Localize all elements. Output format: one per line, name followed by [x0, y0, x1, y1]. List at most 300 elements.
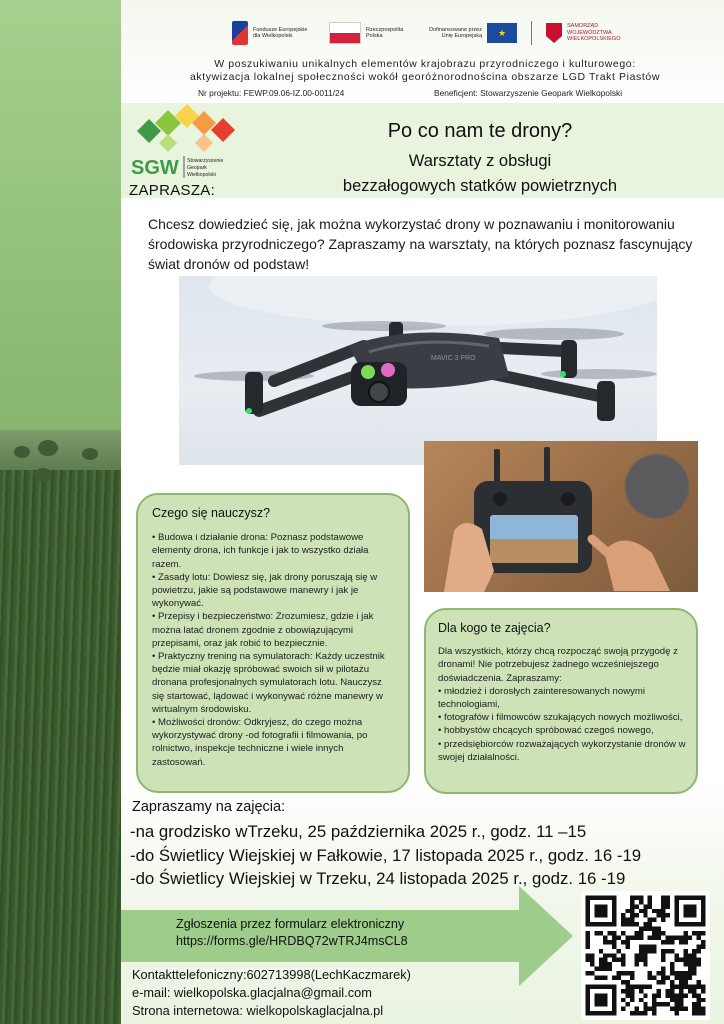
qr-module	[701, 940, 705, 944]
qr-module	[648, 984, 652, 988]
motor	[597, 381, 615, 421]
qr-module	[585, 944, 589, 948]
qr-module	[621, 958, 625, 962]
eu-funds-icon	[232, 21, 248, 45]
project-number: Nr projektu: FEWP.09.06-IZ.00-0011/24	[198, 88, 345, 98]
qr-module	[648, 904, 652, 908]
qr-module	[666, 935, 670, 939]
joystick	[561, 492, 575, 506]
qr-module	[643, 1002, 647, 1006]
qr-module	[639, 895, 643, 899]
qr-module	[608, 940, 612, 944]
qr-module	[697, 944, 701, 948]
schedule-item: -do Świetlicy Wiejskiej w Fałkowie, 17 listopada 2025 r., godz. 16 -19	[130, 845, 642, 865]
qr-module	[679, 940, 683, 944]
qr-module	[590, 958, 594, 962]
contact-phone: Kontakttelefoniczny:602713998(LechKaczmarek)	[132, 967, 411, 982]
qr-module	[666, 993, 670, 997]
qr-module	[648, 1007, 652, 1011]
qr-module	[657, 980, 661, 984]
landscape-sidebar	[0, 0, 121, 1024]
qr-module	[643, 1007, 647, 1011]
qr-module	[585, 931, 589, 935]
learn-item: • Praktyczny trening na symulatorach: Każdy uczestnik będzie miał okazję spróbować swoich sił w pilotażu dronana profesjonalnych symulatorach lotu. Nauczysz się startować, lądować i wykonywać różne manewry w wirtualnym środowisku.	[152, 650, 396, 716]
qr-module	[639, 927, 643, 931]
region-crest-icon	[546, 23, 562, 43]
qr-module	[634, 931, 638, 935]
controller-illustration	[424, 441, 698, 592]
tree-silhouette	[38, 440, 58, 456]
qr-module	[692, 971, 696, 975]
schedule-heading: Zapraszamy na zajęcia:	[132, 799, 286, 815]
audience-intro: Dla wszystkich, którzy chcą rozpocząć swoją przygodę z dronami! Nie potrzebujesz żadnego wcześniejszego doświadczenia. Zapraszamy:	[438, 646, 678, 684]
qr-module	[683, 958, 687, 962]
qr-module	[652, 1007, 656, 1011]
audience-list	[438, 685, 686, 764]
tree-silhouette	[14, 446, 30, 458]
qr-module	[697, 984, 701, 988]
qr-module	[688, 935, 692, 939]
qr-module	[599, 962, 603, 966]
qr-module	[630, 976, 634, 980]
qr-module	[612, 935, 616, 939]
audience-item: • przedsiębiorców rozważających wykorzystanie dronów w swojej działalności.	[438, 738, 686, 764]
qr-module	[585, 971, 589, 975]
qr-module	[630, 909, 634, 913]
qr-module	[701, 1007, 705, 1011]
qr-module	[679, 935, 683, 939]
qr-module	[639, 900, 643, 904]
qr-module	[670, 984, 674, 988]
qr-module	[643, 922, 647, 926]
qr-module	[679, 998, 683, 1002]
qr-module	[630, 918, 634, 922]
joystick	[493, 492, 507, 506]
qr-module	[630, 904, 634, 908]
qr-code[interactable]	[581, 891, 710, 1020]
status-light	[246, 408, 252, 414]
qr-module	[697, 931, 701, 935]
qr-module	[683, 953, 687, 957]
qr-module	[661, 971, 665, 975]
qr-module	[643, 904, 647, 908]
qr-module	[674, 958, 678, 962]
qr-module	[621, 931, 625, 935]
qr-module	[688, 967, 692, 971]
qr-module	[652, 1011, 656, 1015]
qr-module	[643, 1011, 647, 1015]
qr-module	[594, 967, 598, 971]
contact-website[interactable]: Strona internetowa: wielkopolskaglacjalna.pl	[132, 1003, 384, 1018]
qr-module	[679, 1007, 683, 1011]
qr-module	[657, 927, 661, 931]
qr-module	[648, 900, 652, 904]
logo-abbr: SGW	[131, 157, 179, 179]
registration-link[interactable]: https://forms.gle/HRDBQ72wTRJ4msCL8	[176, 934, 408, 948]
qr-module	[692, 958, 696, 962]
qr-module	[657, 989, 661, 993]
qr-module	[657, 935, 661, 939]
sidebar-sky	[0, 0, 121, 430]
qr-module	[621, 922, 625, 926]
qr-module	[621, 913, 625, 917]
qr-module	[692, 931, 696, 935]
schedule-item: -do Świetlicy Wiejskiej w Trzeku, 24 listopada 2025 r., godz. 16 -19	[130, 869, 626, 888]
qr-module	[688, 989, 692, 993]
sgw-logo	[131, 104, 239, 184]
qr-module	[661, 949, 665, 953]
qr-module	[661, 895, 665, 899]
qr-module	[652, 909, 656, 913]
qr-module	[625, 922, 629, 926]
qr-module	[617, 971, 621, 975]
qr-module	[621, 980, 625, 984]
qr-module	[657, 993, 661, 997]
logo-eu-cofunded-label: Dofinansowane przez Unię Europejską	[429, 26, 482, 39]
learn-list	[152, 531, 396, 769]
qr-module	[603, 976, 607, 980]
qr-module	[603, 967, 607, 971]
qr-module	[608, 967, 612, 971]
qr-module	[688, 976, 692, 980]
qr-module	[634, 1007, 638, 1011]
qr-module	[657, 909, 661, 913]
qr-module	[697, 993, 701, 997]
qr-module	[683, 976, 687, 980]
qr-module	[639, 998, 643, 1002]
qr-module	[625, 909, 629, 913]
qr-module	[679, 980, 683, 984]
qr-module	[674, 1007, 678, 1011]
qr-module	[617, 958, 621, 962]
qr-module	[643, 927, 647, 931]
qr-module	[648, 976, 652, 980]
logo-eu-funds-label: Fundusze Europejskie dla Wielkopolski	[253, 26, 308, 39]
qr-module	[683, 949, 687, 953]
logo-name-1: Stowarzyszenie	[187, 158, 224, 164]
qr-module	[674, 1011, 678, 1015]
learn-item: • Przepisy i bezpieczeństwo: Zrozumiesz, gdzie i jak można latać dronem zgodnie z obowiązującymi przepisami, oraz jak robić to bezpiecznie.	[152, 610, 396, 650]
qr-module	[697, 958, 701, 962]
qr-module	[692, 1011, 696, 1015]
qr-module	[674, 935, 678, 939]
qr-module	[692, 1002, 696, 1006]
page-title: Po co nam te drony?	[387, 120, 573, 142]
logo-divider	[531, 21, 532, 45]
drone-photo	[179, 276, 657, 465]
logo-diamond-peach	[195, 134, 213, 152]
qr-module	[679, 971, 683, 975]
logo-diamond-light	[159, 134, 177, 152]
qr-module	[683, 935, 687, 939]
audience-item: • fotografów i filmowców szukających nowych możliwości,	[438, 711, 686, 724]
contact-email[interactable]: e-mail: wielkopolska.glacjalna@gmail.com	[132, 985, 372, 1000]
qr-module	[625, 944, 629, 948]
qr-module	[585, 935, 589, 939]
project-header	[140, 58, 710, 84]
subtitle-line-1: Warsztaty z obsługi	[408, 152, 552, 170]
qr-module	[617, 976, 621, 980]
qr-module	[657, 971, 661, 975]
qr-module	[625, 940, 629, 944]
qr-module	[634, 984, 638, 988]
qr-module	[630, 895, 634, 899]
qr-module	[634, 1011, 638, 1015]
qr-module	[630, 900, 634, 904]
logo-eu-funds	[232, 21, 315, 45]
propeller	[541, 369, 657, 379]
qr-module	[630, 1011, 634, 1015]
qr-module	[630, 993, 634, 997]
audience-item: • hobbystów chcących spróbować czegoś nowego,	[438, 724, 686, 737]
qr-module	[612, 976, 616, 980]
qr-module	[701, 1011, 705, 1015]
qr-module	[666, 913, 670, 917]
qr-module	[679, 984, 683, 988]
hand-right	[604, 540, 670, 591]
qr-module	[634, 913, 638, 917]
qr-module	[621, 998, 625, 1002]
qr-module	[701, 931, 705, 935]
motor	[245, 372, 263, 414]
qr-module	[661, 953, 665, 957]
qr-module	[661, 909, 665, 913]
qr-module	[666, 895, 670, 899]
qr-module	[585, 940, 589, 944]
qr-module	[692, 984, 696, 988]
qr-module	[697, 962, 701, 966]
qr-module	[674, 984, 678, 988]
qr-module	[630, 913, 634, 917]
audience-item: • młodzież i dorosłych zainteresowanych nowymi technologiami,	[438, 685, 686, 711]
qr-module	[621, 962, 625, 966]
qr-module	[594, 976, 598, 980]
qr-module	[701, 998, 705, 1002]
qr-module	[639, 909, 643, 913]
qr-module	[625, 971, 629, 975]
qr-module	[625, 993, 629, 997]
qr-module	[661, 940, 665, 944]
qr-module	[590, 962, 594, 966]
beneficiary: Beneficjent: Stowarzyszenie Geopark Wielkopolski	[434, 88, 623, 98]
registration-label: Zgłoszenia przez formularz elektroniczny	[176, 917, 405, 931]
qr-module	[657, 913, 661, 917]
qr-module	[599, 958, 603, 962]
qr-module	[679, 1002, 683, 1006]
qr-module	[697, 1007, 701, 1011]
qr-module	[608, 953, 612, 957]
qr-module	[666, 904, 670, 908]
qr-module	[661, 1002, 665, 1006]
qr-module	[634, 935, 638, 939]
qr-module	[670, 993, 674, 997]
qr-module	[652, 976, 656, 980]
qr-module	[661, 913, 665, 917]
qr-module	[639, 989, 643, 993]
qr-module	[603, 962, 607, 966]
qr-module	[674, 1002, 678, 1006]
qr-module	[643, 984, 647, 988]
qr-module	[661, 900, 665, 904]
qr-module	[701, 984, 705, 988]
qr-module	[697, 949, 701, 953]
qr-module	[652, 918, 656, 922]
qr-module	[679, 993, 683, 997]
qr-module	[652, 935, 656, 939]
qr-module	[666, 989, 670, 993]
qr-module	[621, 953, 625, 957]
qr-module	[697, 980, 701, 984]
qr-module	[648, 918, 652, 922]
qr-module	[652, 931, 656, 935]
logo-poland	[329, 22, 410, 44]
qr-module	[599, 949, 603, 953]
qr-module	[661, 976, 665, 980]
qr-module	[617, 949, 621, 953]
qr-module	[670, 967, 674, 971]
qr-module	[661, 980, 665, 984]
qr-module	[674, 953, 678, 957]
logo-diamond-red	[211, 118, 235, 142]
qr-module	[639, 1011, 643, 1015]
qr-module	[666, 949, 670, 953]
subtitle-line-2: bezzałogowych statków powietrznych	[342, 177, 618, 195]
qr-module	[639, 935, 643, 939]
qr-module	[679, 989, 683, 993]
qr-module	[697, 1011, 701, 1015]
qr-module	[648, 927, 652, 931]
controller-photo	[424, 441, 698, 592]
qr-module	[590, 971, 594, 975]
qr-module	[625, 989, 629, 993]
camera-lens-green	[361, 365, 375, 379]
qr-module	[661, 918, 665, 922]
qr-module	[625, 980, 629, 984]
registration-text	[176, 916, 408, 950]
qr-module	[692, 949, 696, 953]
propeller	[322, 321, 446, 331]
propeller	[484, 328, 624, 340]
qr-module	[670, 980, 674, 984]
qr-module	[692, 962, 696, 966]
qr-module	[674, 976, 678, 980]
qr-module	[674, 993, 678, 997]
qr-module	[625, 918, 629, 922]
qr-module	[661, 931, 665, 935]
qr-module	[639, 984, 643, 988]
invites-label: ZAPRASZA:	[129, 182, 216, 199]
qr-module	[661, 967, 665, 971]
qr-module	[661, 958, 665, 962]
qr-module	[692, 1007, 696, 1011]
header-line-2: aktywizacja lokalnej społeczności wokół georóżnorodnościna obszarze LGD Trakt Piastów	[189, 71, 661, 83]
qr-module	[670, 998, 674, 1002]
qr-module	[599, 976, 603, 980]
qr-module	[639, 931, 643, 935]
qr-module	[683, 1007, 687, 1011]
qr-module	[652, 1002, 656, 1006]
qr-module	[657, 931, 661, 935]
qr-module	[666, 976, 670, 980]
qr-module	[679, 958, 683, 962]
antenna	[544, 447, 550, 485]
audience-heading: Dla kogo te zajęcia?	[438, 621, 551, 635]
qr-module	[643, 993, 647, 997]
qr-module	[683, 931, 687, 935]
status-light	[560, 371, 566, 377]
page-subtitle	[280, 149, 680, 199]
qr-module	[692, 993, 696, 997]
logo-region	[546, 23, 619, 43]
qr-module	[652, 998, 656, 1002]
qr-module	[692, 953, 696, 957]
qr-module	[643, 909, 647, 913]
qr-module	[688, 962, 692, 966]
camera-lens-main	[369, 382, 389, 402]
qr-module	[599, 967, 603, 971]
qr-module	[666, 940, 670, 944]
qr-module	[670, 962, 674, 966]
qr-module	[643, 913, 647, 917]
qr-module	[683, 993, 687, 997]
learn-heading: Czego się nauczysz?	[152, 506, 271, 520]
qr-module	[697, 935, 701, 939]
qr-module	[688, 953, 692, 957]
qr-module	[661, 904, 665, 908]
qr-module	[585, 958, 589, 962]
qr-module	[670, 935, 674, 939]
qr-module	[666, 900, 670, 904]
qr-module	[652, 927, 656, 931]
qr-module	[688, 958, 692, 962]
qr-module	[612, 944, 616, 948]
drone-illustration	[179, 276, 657, 465]
qr-module	[683, 971, 687, 975]
qr-module	[692, 967, 696, 971]
antenna	[494, 449, 500, 485]
qr-module	[692, 989, 696, 993]
qr-module	[634, 904, 638, 908]
qr-module	[621, 918, 625, 922]
logo-eu-cofunded	[424, 23, 517, 43]
qr-module	[701, 944, 705, 948]
qr-module	[683, 984, 687, 988]
drone-model-label: MAVIC 3 PRO	[431, 355, 476, 362]
qr-module	[617, 935, 621, 939]
qr-module	[674, 998, 678, 1002]
qr-module	[697, 1002, 701, 1006]
logo-region-label: SAMORZĄD WOJEWÓDZTWA WIELKOPOLSKIEGO	[567, 23, 621, 43]
audience-box	[424, 608, 698, 794]
qr-module	[621, 989, 625, 993]
qr-module	[670, 989, 674, 993]
learn-item: • Budowa i działanie drona: Poznasz podstawowe elementy drona, ich funkcje i jak to wszystko działa razem.	[152, 531, 396, 571]
qr-module	[612, 940, 616, 944]
schedule-item: -na grodzisko wTrzeku, 25 października 2025 r., godz. 11 –15	[130, 822, 587, 841]
qr-module	[683, 980, 687, 984]
funding-logos	[232, 16, 619, 50]
qr-module	[670, 971, 674, 975]
qr-module	[666, 1002, 670, 1006]
qr-module	[621, 971, 625, 975]
intro-paragraph: Chcesz dowiedzieć się, jak można wykorzystać drony w poznawaniu i monitorowaniu środowiska przyrodniczego? Zapraszamy na warsztaty, na których poznasz fascynujący świat dronów od podstaw!	[148, 216, 693, 272]
qr-module	[683, 962, 687, 966]
qr-module	[625, 935, 629, 939]
qr-module	[683, 940, 687, 944]
qr-module	[697, 998, 701, 1002]
qr-module	[630, 935, 634, 939]
tree-silhouette	[82, 448, 98, 460]
